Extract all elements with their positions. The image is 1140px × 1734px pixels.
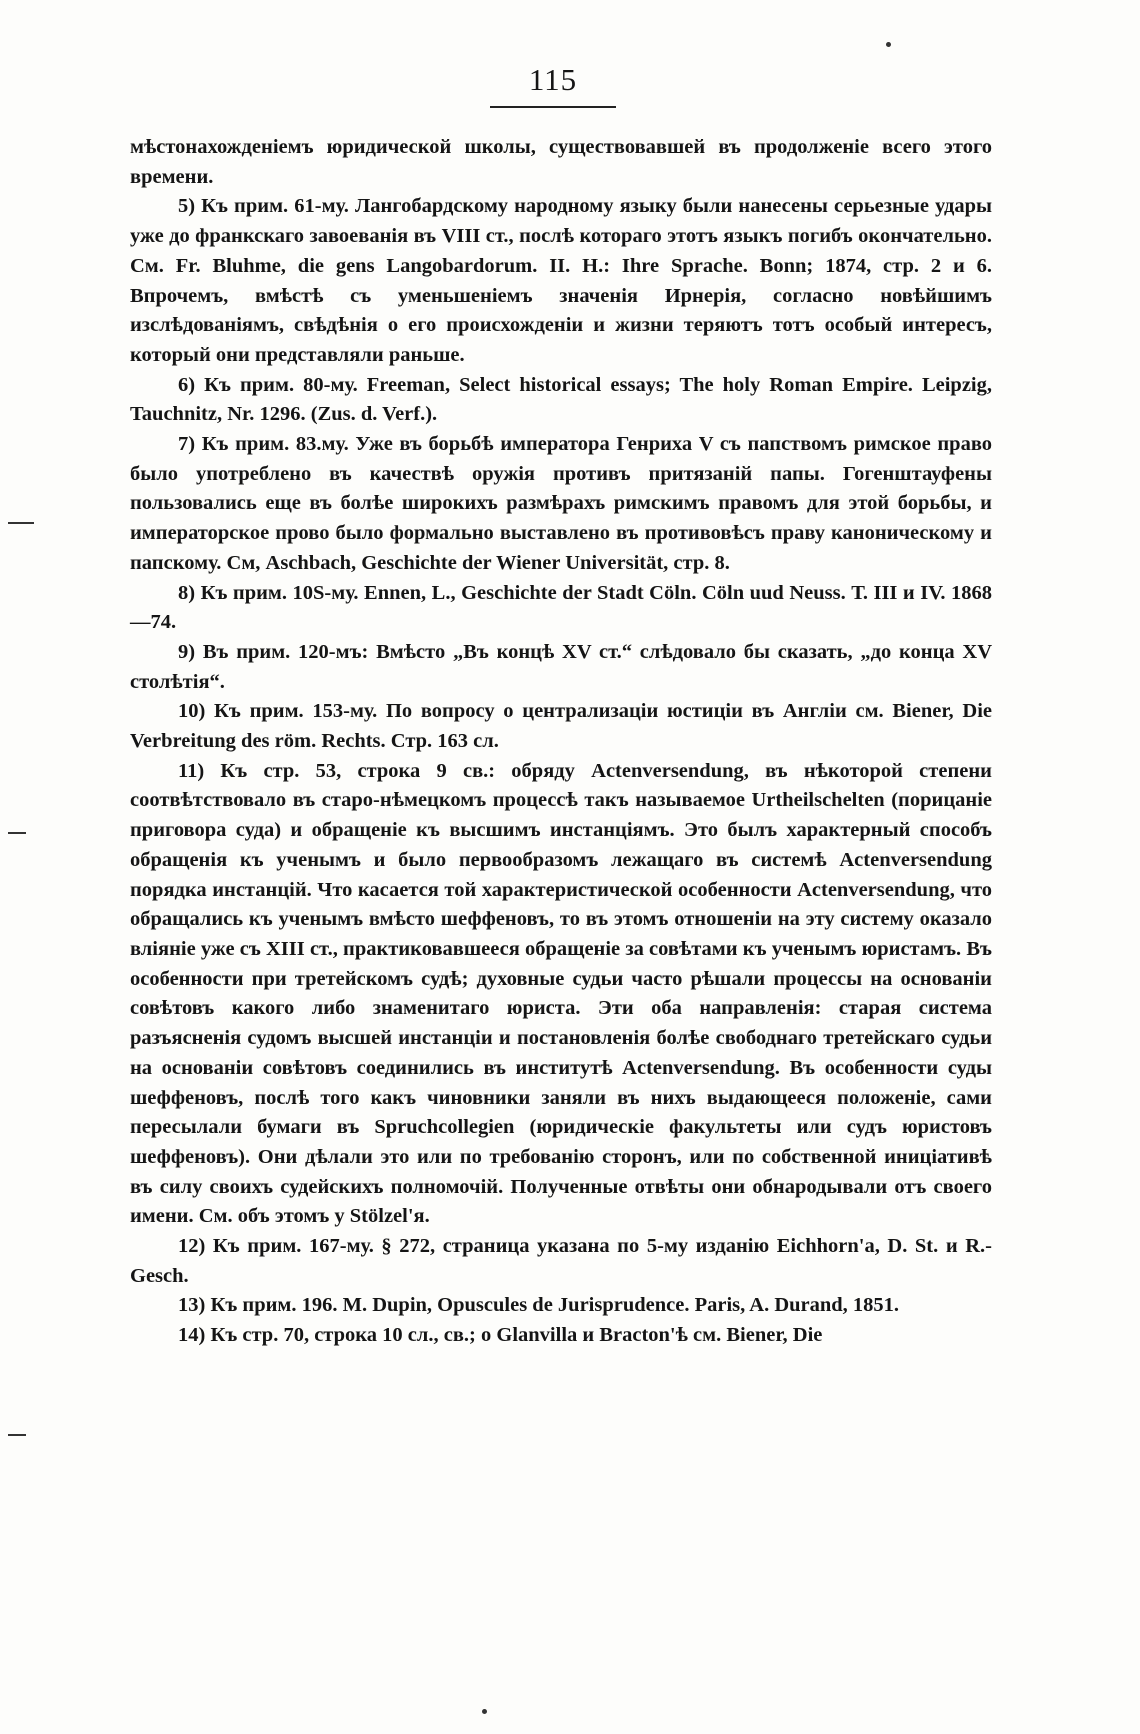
note-11: 11) Къ стр. 53, строка 9 св.: обряду Actenversendung, въ нѣкоторой степени соотвѣтствовало въ старо-нѣмецкомъ процессѣ такъ называемое Urtheilschelten (порицаніе приговора суда) и обращеніе къ высшимъ инстанціямъ. Это былъ характерный способъ обращенія къ ученымъ и было первообразомъ лежащаго въ системѣ Actenversendung порядка инстанцій. Что касается той характеристической особенности Actenversendung, что обращались къ ученымъ вмѣсто шеффеновъ, то въ этомъ отношеніи на эту систему оказало вліяніе уже съ XIII ст., практиковавшееся обращеніе за совѣтами къ ученымъ юристамъ. Въ особенности при третейскомъ судѣ; духовные судьи часто рѣшали процессы на основаніи совѣтовъ какого либо знаменитаго юриста. Эти оба направленія: старая система разъясненія судомъ высшей инстанціи и постановленія болѣе свободнаго третейскаго судьи на основаніи совѣтовъ соединились въ институтѣ Actenversendung. Въ особенности суды шеффеновъ, послѣ того какъ чиновники заняли въ нихъ выдающееся положеніе, сами пересылали бумаги въ Spruchcollegien (юридическіе факультеты или судъ юристовъ шеффеновъ). Они дѣлали это или по требованію сторонъ, или по собственной иниціативѣ въ силу своихъ судейскихъ полномочій. Полученные отвѣты они обнародывали отъ своего имени. См. объ этомъ у Stölzel'я. xyxy=(130,759,992,1228)
paragraph-continuation: мѣстонахожденіемъ юридической школы, существовавшей въ продолженіе всего этого времени. xyxy=(130,136,992,188)
scan-dot xyxy=(886,42,891,47)
note-10: 10) Къ прим. 153-му. По вопросу о централизаціи юстиціи въ Англіи см. Biener, Die Verbreitung des röm. Rechts. Стр. 163 сл. xyxy=(130,700,992,753)
note-7: 7) Къ прим. 83.му. Уже въ борьбѣ императора Генриха V съ папствомъ римское право было употреблено въ качествѣ оружія противъ притязаній папы. Гогенштауфены пользовались еще въ болѣе широкихъ размѣрахъ римскимъ правомъ для этой борьбы, и императорское прово было формально выставлено въ противовѣсъ праву каноническому и папскому. См, Aschbach, Geschichte der Wiener Universität, стр. 8. xyxy=(130,433,992,574)
note-14: 14) Къ стр. 70, строка 10 сл., св.; о Glanvilla и Bracton'ѣ см. Biener, Die xyxy=(178,1324,823,1347)
margin-mark xyxy=(8,1434,26,1436)
scan-dot xyxy=(482,1709,487,1714)
page-number-rule xyxy=(490,106,616,108)
body-text xyxy=(130,133,992,1351)
margin-mark xyxy=(8,832,26,834)
note-9: 9) Въ прим. 120-мъ: Вмѣсто „Въ концѣ XV ст.“ слѣдовало бы сказать, „до конца XV столѣтія“. xyxy=(130,640,992,693)
note-12: 12) Къ прим. 167-му. § 272, страница указана по 5-му изданію Eichhorn'а, D. St. и R.-Gesch. xyxy=(130,1235,992,1287)
margin-mark xyxy=(8,522,34,524)
note-13: 13) Къ прим. 196. M. Dupin, Opuscules de Jurisprudence. Paris, A. Durand, 1851. xyxy=(178,1294,900,1317)
note-6: 6) Къ прим. 80-му. Freeman, Select historical essays; The holy Roman Empire. Leipzig, Tauchnitz, Nr. 1296. (Zus. d. Verf.). xyxy=(130,373,992,426)
page-number: 115 xyxy=(528,62,578,97)
note-8: 8) Къ прим. 10S-му. Ennen, L., Geschichte der Stadt Cöln. Cöln uud Neuss. Т. III и IV. 1868—74. xyxy=(130,581,992,634)
note-5: 5) Къ прим. 61-му. Лангобардскому народному языку были нанесены серьезные удары уже до франкскаго завоеванія въ VIII ст., послѣ котораго этотъ языкъ погибъ окончательно. См. Fr. Bluhme, die gens Langobardorum. II. H.: Ihre Sprache. Bonn; 1874, стр. 2 и 6. Впрочемъ, вмѣстѣ съ уменьшеніемъ значенія Ирнерія, согласно новѣйшимъ изслѣдованіямъ, свѣдѣнія о его происхожденіи и жизни теряютъ тотъ особый интересъ, который они представляли раньше. xyxy=(130,195,992,366)
